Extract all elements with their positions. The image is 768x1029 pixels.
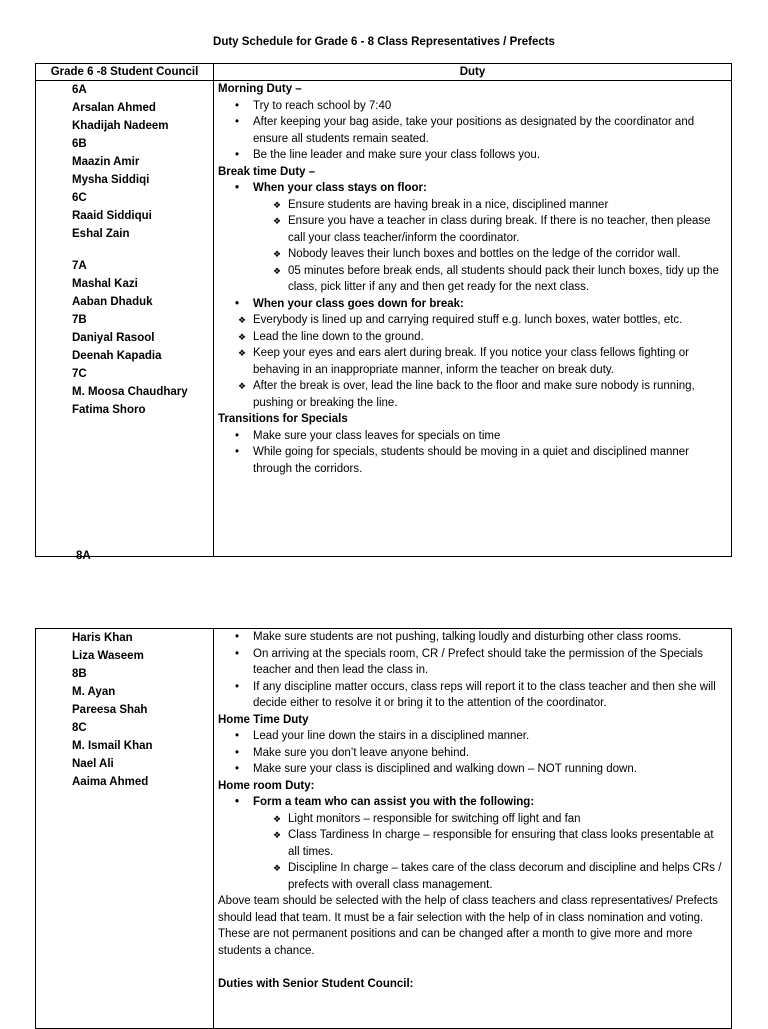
student-name: Khadijah Nadeem [72, 120, 169, 132]
student-name: Haris Khan [72, 632, 133, 644]
duty-cell [214, 81, 732, 557]
student-name: Fatima Shoro [72, 404, 146, 416]
duty-paragraph: Above team should be selected with the help of class teachers and class representatives/ Prefects should lead that team. It must be a fair selection with the help of in class nomination and voting. These are not permanent positions and can be changed after a month to give more and more students a chance. [218, 895, 718, 957]
duty-section-heading: Home room Duty: [218, 779, 315, 792]
duty-cell [214, 629, 732, 1029]
student-name: Eshal Zain [72, 228, 130, 240]
duty-sub-item: ❖ Class Tardiness In charge – responsible for ensuring that class looks presentable at all times. [218, 827, 727, 860]
table-header-row [36, 64, 732, 81]
student-name: Mysha Siddiqi [72, 174, 150, 186]
student-name: Maazin Amir [72, 156, 140, 168]
student-name: Daniyal Rasool [72, 332, 155, 344]
student-name: Raaid Siddiqui [72, 210, 152, 222]
duty-sub-item: ❖ Lead the line down to the ground. [218, 329, 727, 346]
student-name: 7A [72, 260, 87, 272]
student-name: M. Moosa Chaudhary [72, 386, 188, 398]
duty-item: • After keeping your bag aside, take your positions as designated by the coordinator and ensure all students remain seated. [218, 114, 727, 147]
duty-sub-item: ❖ 05 minutes before break ends, all students should pack their lunch boxes, tidy up the class, pick litter if any and then get ready for the next class. [218, 263, 727, 296]
duty-item: • Try to reach school by 7:40 [218, 98, 727, 115]
duty-table-1 [35, 63, 732, 562]
duty-item: • Make sure students are not pushing, talking loudly and disturbing other class rooms. [218, 629, 727, 646]
duty-sub-item: ❖ Ensure you have a teacher in class during break. If there is no teacher, then please call your class teacher/inform the coordinator. [218, 213, 727, 246]
student-name: 8B [72, 668, 87, 680]
duty-item: • On arriving at the specials room, CR / Prefect should take the permission of the Specials teacher and then lead the class in. [218, 646, 727, 679]
student-names-cell [36, 81, 214, 562]
student-name: Aaban Dhaduk [72, 296, 153, 308]
student-name: 7C [72, 368, 87, 380]
student-name: 6C [72, 192, 87, 204]
student-name: Mashal Kazi [72, 278, 138, 290]
table-row [36, 81, 732, 557]
duty-item: • If any discipline matter occurs, class reps will report it to the class teacher and then she will decide either to resolve it or bring it to the attention of the coordinator. [218, 679, 727, 712]
duty-section-heading: Break time Duty – [218, 165, 316, 178]
duty-sub-item: ❖ Everybody is lined up and carrying required stuff e.g. lunch boxes, water bottles, etc. [218, 312, 727, 329]
duty-section-heading: Transitions for Specials [218, 413, 348, 425]
duty-sub-item: ❖ After the break is over, lead the line back to the floor and make sure nobody is running, pushing or breaking the line. [218, 378, 727, 411]
student-name: 6A [72, 84, 87, 96]
duty-sub-item: ❖ Ensure students are having break in a nice, disciplined manner [218, 197, 727, 214]
duty-table-2 [35, 628, 732, 1029]
student-name: Arsalan Ahmed [72, 102, 156, 114]
blank-line [218, 959, 727, 976]
student-name-8a: 8A [76, 550, 91, 562]
duty-item: • Make sure your class is disciplined and walking down – NOT running down. [218, 761, 727, 778]
duty-section-heading: Home Time Duty [218, 713, 309, 726]
student-name: Pareesa Shah [72, 704, 148, 716]
student-name: Nael Ali [72, 758, 114, 770]
student-name: M. Ayan [72, 686, 116, 698]
student-names-cell [36, 629, 214, 1029]
student-name: Deenah Kapadia [72, 350, 162, 362]
duty-sub-item: ❖ Keep your eyes and ears alert during break. If you notice your class fellows fighting or behaving in an inappropriate manner, inform the teacher on break duty. [218, 345, 727, 378]
duty-item: • Make sure your class leaves for specials on time [218, 428, 727, 445]
student-name: 6B [72, 138, 87, 150]
duty-sub-item: ❖ Nobody leaves their lunch boxes and bottles on the ledge of the corridor wall. [218, 246, 727, 263]
duty-subheading: • Form a team who can assist you with the following: [218, 794, 727, 811]
student-name: Aaima Ahmed [72, 776, 149, 788]
name-spacer [72, 243, 209, 257]
duty-item: • Be the line leader and make sure your class follows you. [218, 147, 727, 164]
table-row [36, 629, 732, 1029]
student-name: M. Ismail Khan [72, 740, 153, 752]
student-name: 8C [72, 722, 87, 734]
student-name: 7B [72, 314, 87, 326]
header-student-council: Grade 6 -8 Student Council [36, 64, 214, 81]
duty-sub-item: ❖ Light monitors – responsible for switching off light and fan [218, 811, 727, 828]
duty-item: • Make sure you don’t leave anyone behind. [218, 745, 727, 762]
student-name: Liza Waseem [72, 650, 144, 662]
page-title: Duty Schedule for Grade 6 - 8 Class Representatives / Prefects [213, 36, 555, 48]
duty-section-heading: Duties with Senior Student Council: [218, 977, 414, 990]
duty-item: • While going for specials, students should be moving in a quiet and disciplined manner through the corridors. [218, 444, 727, 477]
duty-sub-item: ❖ Discipline In charge – takes care of the class decorum and discipline and helps CRs / prefects with overall class management. [218, 860, 727, 893]
duty-subheading: • When your class stays on floor: [218, 180, 727, 197]
duty-section-heading: Morning Duty – [218, 83, 302, 95]
header-duty: Duty [214, 64, 732, 81]
duty-item: • Lead your line down the stairs in a disciplined manner. [218, 728, 727, 745]
duty-subheading: • When your class goes down for break: [218, 296, 727, 313]
